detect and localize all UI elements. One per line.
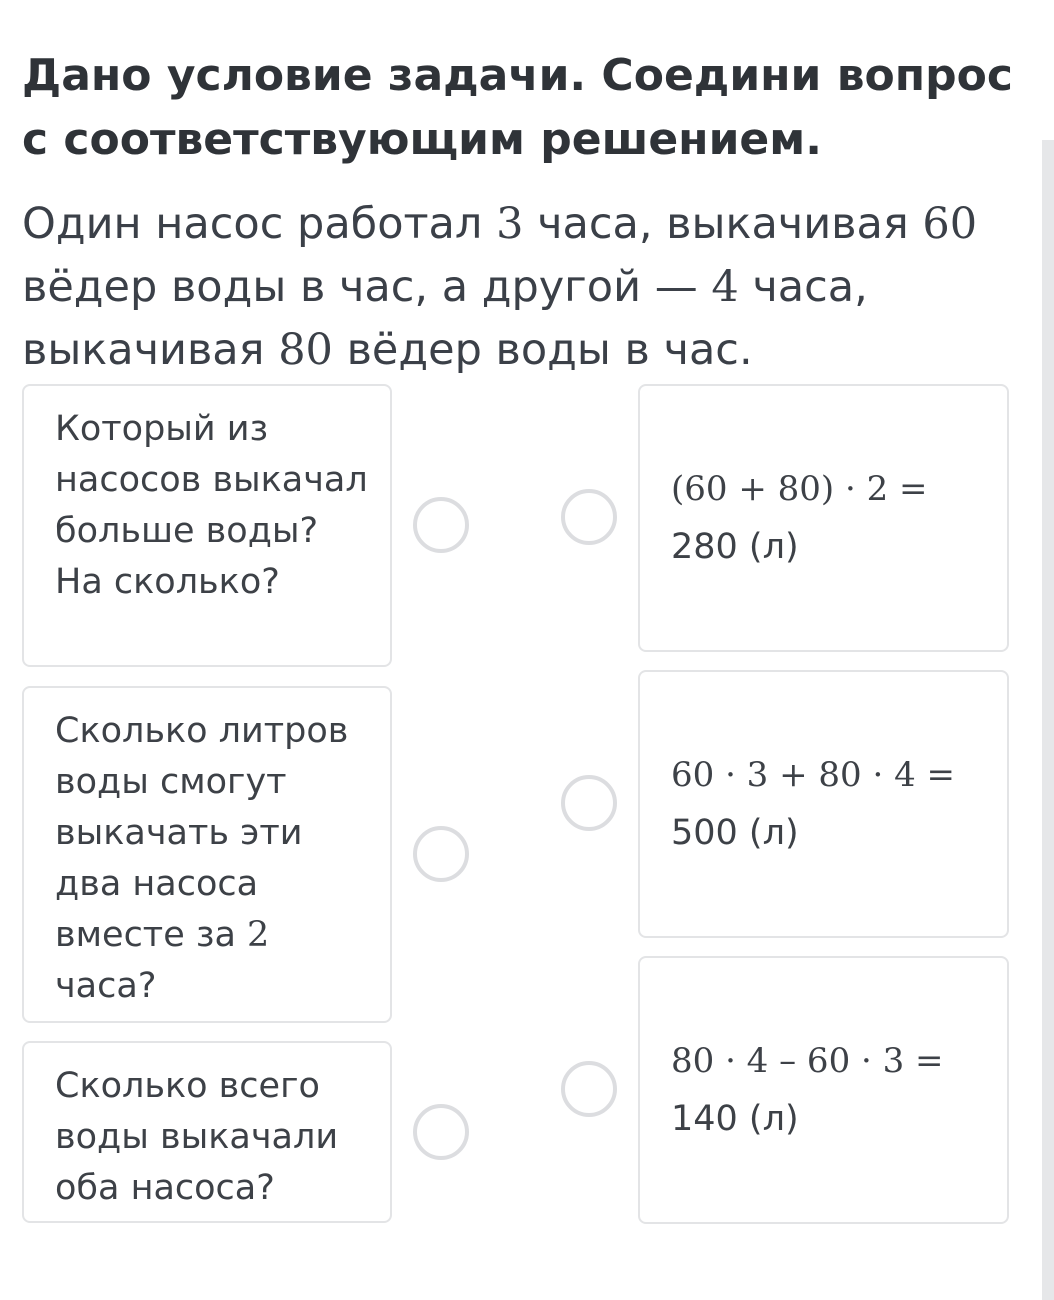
answer-3-radio[interactable] — [561, 1061, 617, 1117]
answer-card-3 — [638, 956, 1009, 1224]
condition-text-4: часа, выкачивая — [22, 262, 868, 375]
question-1-radio[interactable] — [413, 497, 469, 553]
question-card-2 — [22, 686, 392, 1023]
question-text: часа? — [55, 966, 157, 1006]
answer-expression: (60 + 80) · 2 = — [671, 469, 928, 509]
answer-1-radio[interactable] — [561, 489, 617, 545]
answer-formula — [671, 460, 997, 576]
question-text: Сколько всего воды выкачали оба насоса? — [55, 1066, 339, 1208]
condition-text-1: Один насос работал — [22, 199, 497, 249]
task-title: Дано условие задачи. Соедини вопрос с соответствующим решением. — [22, 50, 1013, 165]
condition-number-2: 60 — [922, 199, 978, 249]
scrollbar-track[interactable] — [1042, 140, 1054, 1300]
answer-result: 500 (л) — [671, 813, 799, 853]
question-card-1 — [22, 384, 392, 667]
answer-formula — [671, 746, 997, 862]
answer-result: 140 (л) — [671, 1099, 799, 1139]
question-text: Который из насосов выкачал больше воды? На сколько? — [55, 409, 368, 602]
question-3-radio[interactable] — [413, 1104, 469, 1160]
question-card-3 — [22, 1041, 392, 1223]
condition-text-3: вёдер воды в час, а другой — — [22, 262, 712, 312]
condition-number-1: 3 — [496, 199, 524, 249]
answer-card-2 — [638, 670, 1009, 938]
condition-text-2: часа, выкачивая — [523, 199, 923, 249]
condition-text-5: вёдер воды в час. — [332, 325, 753, 375]
answer-2-radio[interactable] — [561, 775, 617, 831]
answer-formula — [671, 1032, 997, 1148]
answer-result: 280 (л) — [671, 527, 799, 567]
question-2-radio[interactable] — [413, 826, 469, 882]
answer-card-1 — [638, 384, 1009, 652]
question-number: 2 — [247, 915, 270, 955]
answer-expression: 60 · 3 + 80 · 4 = — [671, 755, 956, 795]
condition-number-4: 80 — [278, 325, 333, 375]
condition-number-3: 4 — [711, 262, 739, 312]
task-condition — [22, 193, 1022, 382]
question-text: Сколько литров воды смогут выкачать эти два насоса вместе за — [55, 711, 349, 955]
answer-expression: 80 · 4 – 60 · 3 = — [671, 1041, 944, 1081]
